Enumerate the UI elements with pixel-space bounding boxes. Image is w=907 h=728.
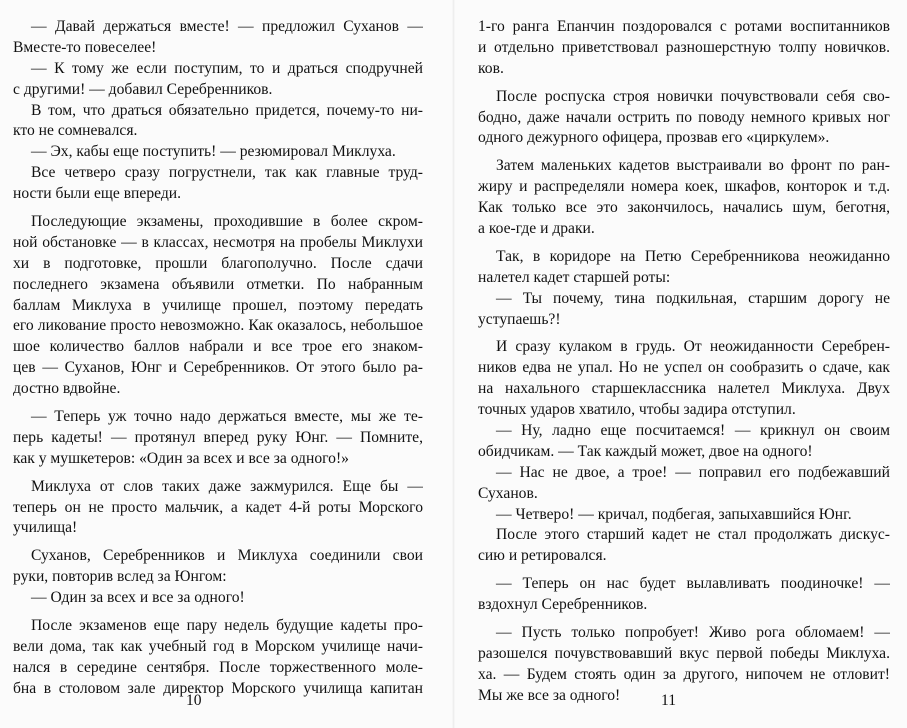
right-page-text — [478, 17, 890, 707]
right-page-number: 11 — [661, 692, 677, 709]
text-line: жиру и распределяли номера коек, шкафов, конторок и т.д. — [478, 178, 890, 196]
text-line: шое количество баллов набрали и все трое его знаком- — [13, 338, 423, 356]
text-line: ников едва не упал. Но не успел он сообразить о сдаче, как — [478, 359, 890, 377]
text-line: ха. — Будем стоять один за другого, нипочем не отловит! — [478, 665, 890, 683]
text-line: бна в столовом зале директор Морского училища капитан — [13, 679, 423, 697]
text-line: Затем маленьких кадетов выстраивали во фронт по ран- — [496, 157, 890, 175]
text-line: — Эх, кабы еще поступить! — резюмировал Миклуха. — [31, 143, 396, 161]
text-line: бодно, даже начали острить по поводу немного кривых ног — [478, 108, 890, 126]
text-line: достно вдвойне. — [13, 380, 121, 398]
text-line: цев — Суханов, Юнг и Серебренников. От этого было ра- — [13, 359, 423, 377]
text-line: Мы же все за одного! — [478, 686, 621, 704]
text-line: вздохнул Серебренников. — [478, 596, 648, 614]
text-line: хи в подготовке, прошли благополучно. После сдачи — [13, 254, 423, 272]
text-line: одного дежурного офицера, прозвав его «циркулем». — [478, 129, 830, 147]
text-line: а кое-где и драки. — [478, 220, 595, 238]
text-line: — Ну, ладно еще посчитаемся! — крикнул он своим — [496, 422, 890, 440]
text-line: уступаешь?! — [478, 310, 561, 328]
text-line: После роспуска строя новички почувствовали себя сво- — [496, 87, 890, 105]
text-line: После экзаменов еще пару недель будущие кадеты про- — [31, 617, 423, 635]
text-line: Вместе-то повеселее! — [13, 38, 157, 56]
text-line: училища! — [13, 519, 78, 537]
text-line: Как только все это закончилось, начались шум, беготня, — [478, 199, 890, 217]
text-line: вели дома, так как учебный год в Морском училище начи- — [13, 637, 423, 655]
text-line: — Один за всех и все за одного! — [31, 589, 245, 607]
text-line: нался в середине сентября. После торжественного моле- — [13, 658, 423, 676]
text-line: и отдельно приветствовал разношерстную толпу новичков. — [478, 38, 890, 56]
right-page — [478, 17, 890, 707]
text-line: его ликование просто невозможно. Как оказалось, небольшое — [13, 317, 423, 335]
text-line: разошелся почувствовавший вкус первой победы Миклуха. — [478, 644, 890, 662]
text-line: — Нас не двое, а трое! — поправил его подбежавший — [496, 463, 890, 481]
text-line: ной обстановке — в классах, несмотря на пробелы Миклухи — [13, 233, 423, 251]
text-line: Так, в коридоре на Петю Серебренникова неожиданно — [496, 247, 890, 265]
text-line: как у мушкетеров: «Один за всех и все за одного!» — [13, 449, 349, 467]
text-line: Все четверо сразу погрустнели, так как главные труд- — [31, 164, 423, 182]
text-line: Суханов. — [478, 484, 538, 502]
text-line: на нахального старшеклассника налетел Миклуха. Двух — [478, 380, 890, 398]
text-line: Суханов, Серебренников и Миклуха соединили свои — [31, 547, 423, 565]
text-line: После этого старший кадет не стал продолжать дискус- — [496, 526, 890, 544]
text-line: И сразу кулаком в грудь. От неожиданности Серебрен- — [496, 338, 890, 356]
text-line: перь кадеты! — протянул вперед руку Юнг. — Помните, — [13, 428, 423, 446]
left-page-number: 10 — [186, 692, 202, 709]
text-line: последнего экзамена объявили отметки. По набранным — [13, 275, 423, 293]
book-gutter — [452, 0, 455, 728]
text-line: — Ты почему, тина подкильная, старшим дорогу не — [496, 289, 890, 307]
text-line: 1-го ранга Епанчин поздоровался с ротами воспитанников — [478, 18, 890, 35]
text-line: руки, повторив вслед за Юнгом: — [13, 568, 227, 586]
text-line: — Теперь он нас будет вылавливать поодиночке! — — [496, 575, 890, 593]
text-line: — Пусть только попробует! Живо рога обломаем! — — [496, 624, 890, 642]
text-line: сию и ретировался. — [478, 547, 607, 565]
text-line: обидчикам. — Так каждый может, двое на одного! — [478, 442, 813, 460]
text-line: теперь он не просто мальчик, а кадет 4-й роты Морского — [13, 498, 423, 516]
text-line: Миклуха от слов таких даже зажмурился. Еще бы — — [31, 477, 423, 495]
text-line: с другими! — добавил Серебренников. — [13, 80, 273, 98]
text-line: — Теперь уж точно надо держаться вместе, мы же те- — [31, 408, 423, 426]
left-page — [13, 17, 423, 700]
text-line: ности были еще впереди. — [13, 185, 182, 203]
text-line: налетел кадет старшей роты: — [478, 268, 671, 286]
text-line: ков. — [478, 59, 504, 77]
text-line: кто не сомневался. — [13, 122, 138, 140]
text-line: Последующие экзамены, проходившие в более скром- — [31, 213, 423, 231]
text-line: точных ударов хватило, чтобы задира отступил. — [478, 401, 796, 419]
left-page-text — [13, 17, 423, 700]
text-line: — Четверо! — кричал, подбегая, запыхавшийся Юнг. — [496, 505, 852, 523]
text-line: — К тому же если поступим, то и драться сподручней — [31, 59, 423, 77]
text-line: баллам Миклуха в училище прошел, поэтому передать — [13, 296, 423, 314]
text-line: — Давай держаться вместе! — предложил Суханов — — [31, 18, 423, 35]
text-line: В том, что драться обязательно придется, почему-то ни- — [31, 101, 423, 119]
